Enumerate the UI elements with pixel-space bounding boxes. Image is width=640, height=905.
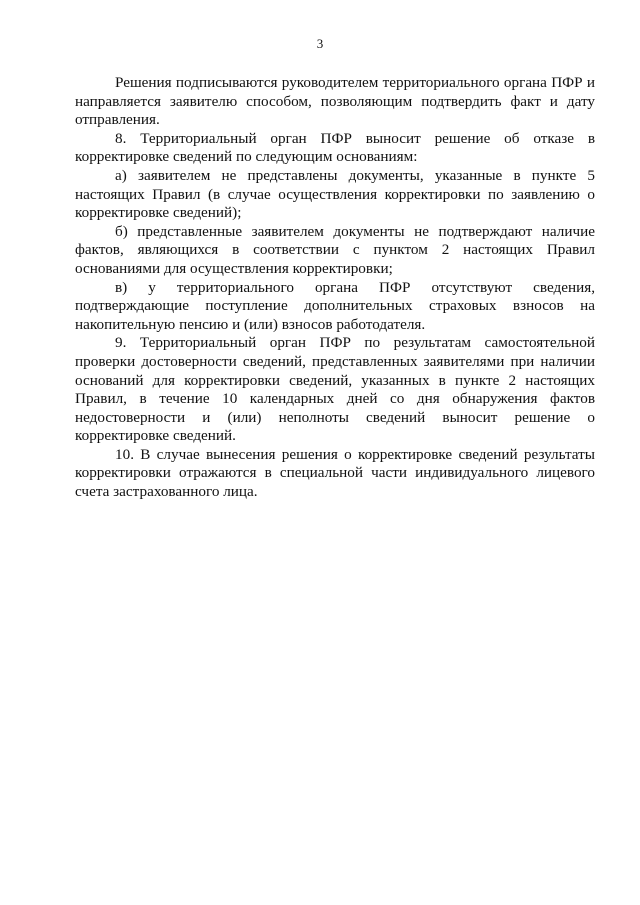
paragraph-item-8a: а) заявителем не представлены документы, указанные в пункте 5 настоящих Правил (в случае осуществления корректировки по заявлению о корректировке сведений); [75,166,595,222]
paragraph-decision-signing: Решения подписываются руководителем территориального органа ПФР и направляется заявителю способом, позволяющим подтвердить факт и дату отправления. [75,74,595,129]
paragraph-item-8: 8. Территориальный орган ПФР выносит решение об отказе в корректировке сведений по следующим основаниям: [75,129,595,166]
paragraph-item-10: 10. В случае вынесения решения о корректировке сведений результаты корректировки отражаются в специальной части индивидуального лицевого счета застрахованного лица. [75,445,595,501]
page-number: 3 [316,36,324,51]
paragraph-item-8v: в) у территориального органа ПФР отсутствуют сведения, подтверждающие поступление дополнительных страховых взносов на накопительную пенсию и (или) взносов работодателя. [75,278,595,333]
paragraph-item-8b: б) представленные заявителем документы не подтверждают наличие фактов, являющихся в соответствии с пунктом 2 настоящих Правил основаниями для осуществления корректировки; [75,222,595,277]
paragraph-item-9: 9. Территориальный орган ПФР по результатам самостоятельной проверки достоверности сведений, представленных заявителями при наличии оснований для корректировки сведений, указанных в пункте 2 настоящих Правил, в течение 10 календарных дней со дня обнаружения фактов недостоверности и (или) неполноты сведений выносит решение о корректировке сведений. [75,334,595,445]
document-body [75,74,595,502]
